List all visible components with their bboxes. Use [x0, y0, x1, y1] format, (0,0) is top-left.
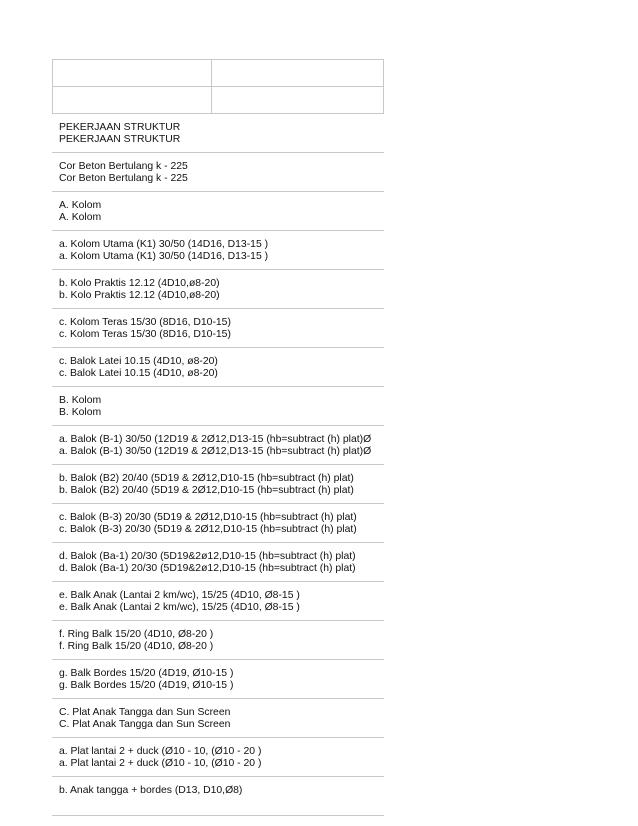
empty-table-cell [212, 87, 383, 113]
empty-table-cell [53, 87, 212, 113]
work-item-row [52, 699, 384, 738]
work-item-line: c. Balok (B-3) 20/30 (5D19 & 2Ø12,D10-15 (hb=subtract (h) plat) [59, 512, 357, 523]
work-item-line: g. Balk Bordes 15/20 (4D19, Ø10-15 ) [59, 680, 234, 691]
work-item-line: g. Balk Bordes 15/20 (4D19, Ø10-15 ) [59, 668, 234, 679]
empty-table-cell [53, 60, 212, 86]
empty-table-header [52, 59, 384, 114]
work-item-line: PEKERJAAN STRUKTUR [59, 122, 181, 133]
work-item-line: f. Ring Balk 15/20 (4D10, Ø8-20 ) [59, 629, 214, 640]
work-item-line: d. Balok (Ba-1) 20/30 (5D19&2ø12,D10-15 (hb=subtract (h) plat) [59, 551, 356, 562]
work-item-line: a. Balok (B-1) 30/50 (12D19 & 2Ø12,D13-15 (hb=subtract (h) plat)Ø [59, 434, 372, 445]
work-item-row [52, 543, 384, 582]
work-item-row [52, 504, 384, 543]
work-item-row [52, 426, 384, 465]
empty-table-row [53, 87, 383, 114]
work-item-row [52, 231, 384, 270]
work-item-line: a. Plat lantai 2 + duck (Ø10 - 10, (Ø10 - 20 ) [59, 758, 262, 769]
work-item-line: b. Balok (B2) 20/40 (5D19 & 2Ø12,D10-15 (hb=subtract (h) plat) [59, 473, 354, 484]
empty-table-row [53, 60, 383, 87]
work-item-line: e. Balk Anak (Lantai 2 km/wc), 15/25 (4D10, Ø8-15 ) [59, 602, 300, 613]
work-item-line: c. Balok Latei 10.15 (4D10, ø8-20) [59, 356, 218, 367]
work-item-row [52, 387, 384, 426]
work-item-line: c. Balok (B-3) 20/30 (5D19 & 2Ø12,D10-15 (hb=subtract (h) plat) [59, 524, 357, 535]
work-item-line: A. Kolom [59, 212, 102, 223]
work-item-row [52, 582, 384, 621]
work-item-line: C. Plat Anak Tangga dan Sun Screen [59, 719, 231, 730]
work-item-line: b. Balok (B2) 20/40 (5D19 & 2Ø12,D10-15 (hb=subtract (h) plat) [59, 485, 354, 496]
work-item-line: b. Kolo Praktis 12.12 (4D10,ø8-20) [59, 290, 220, 301]
work-item-line: c. Kolom Teras 15/30 (8D16, D10-15) [59, 317, 231, 328]
work-item-line: a. Balok (B-1) 30/50 (12D19 & 2Ø12,D13-15 (hb=subtract (h) plat)Ø [59, 446, 372, 457]
work-item-line: b. Anak tangga + bordes (D13, D10,Ø8) [59, 785, 243, 796]
work-item-row [52, 114, 384, 153]
work-item-line: a. Plat lantai 2 + duck (Ø10 - 10, (Ø10 - 20 ) [59, 746, 262, 757]
work-item-line: b. Kolo Praktis 12.12 (4D10,ø8-20) [59, 278, 220, 289]
work-item-line [59, 797, 378, 809]
work-item-line: A. Kolom [59, 200, 102, 211]
work-item-line: a. Kolom Utama (K1) 30/50 (14D16, D13-15 ) [59, 239, 269, 250]
work-item-row [52, 192, 384, 231]
work-item-row [52, 153, 384, 192]
work-item-line: B. Kolom [59, 407, 102, 418]
work-item-row [52, 348, 384, 387]
work-item-line: e. Balk Anak (Lantai 2 km/wc), 15/25 (4D10, Ø8-15 ) [59, 590, 300, 601]
work-item-line: c. Kolom Teras 15/30 (8D16, D10-15) [59, 329, 231, 340]
work-item-line: Cor Beton Bertulang k - 225 [59, 161, 188, 172]
work-item-row [52, 621, 384, 660]
work-item-row [52, 465, 384, 504]
work-item-row [52, 738, 384, 777]
empty-table-cell [212, 60, 383, 86]
work-item-row [52, 660, 384, 699]
work-item-line: d. Balok (Ba-1) 20/30 (5D19&2ø12,D10-15 (hb=subtract (h) plat) [59, 563, 356, 574]
work-item-line: c. Balok Latei 10.15 (4D10, ø8-20) [59, 368, 218, 379]
work-item-line: f. Ring Balk 15/20 (4D10, Ø8-20 ) [59, 641, 214, 652]
work-item-row [52, 777, 384, 816]
document-sheet [52, 59, 384, 816]
work-item-row [52, 309, 384, 348]
work-item-line: PEKERJAAN STRUKTUR [59, 134, 181, 145]
work-item-line: B. Kolom [59, 395, 102, 406]
work-item-row [52, 270, 384, 309]
work-item-line: C. Plat Anak Tangga dan Sun Screen [59, 707, 231, 718]
work-item-line: a. Kolom Utama (K1) 30/50 (14D16, D13-15 ) [59, 251, 269, 262]
work-item-line: Cor Beton Bertulang k - 225 [59, 173, 188, 184]
